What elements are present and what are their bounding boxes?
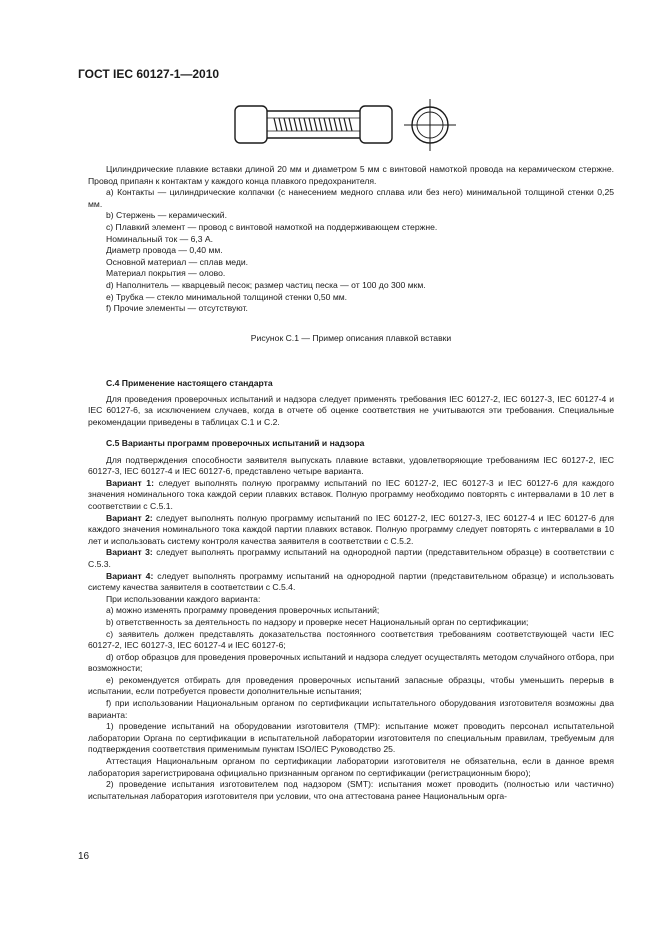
section-title: С.4 Применение настоящего стандарта — [106, 378, 273, 388]
paragraph: При использовании каждого варианта: — [106, 593, 261, 604]
variant-text: следует выполнять программу испытаний на однородной партии (представительном образце) в соответствии с С.5.3. — [88, 547, 614, 569]
fuse-end-view — [404, 99, 456, 151]
variant-text: следует выполнять программу испытаний на однородной партии (представительном образце) и использовать систему качества заявителя в соответствии с С.5.4. — [88, 570, 614, 593]
paragraph: Для подтверждения способности заявителя выпускать плавкие вставки, удовлетворяющие требованиям IEC 60127-2, IEC 60127-3, IEC 60127-4 и IEC 60127-6, представлено четыре варианта. — [88, 454, 614, 477]
variant-text: следует выполнять полную программу испытаний по IEC 60127-2, IEC 60127-3 и IEC 60127-6 для каждого значения номинального тока каждой серии плавких вставок. Полную программу необходимо повторять с интервалами в 10 лет в соответствии с С.5.1. — [88, 477, 615, 511]
sub-item: 2) проведение испытания изготовителем под надзором (SMT): испытания может проводить (полностью или частично) испытательная лаборатория изготовителя при условии, что она аттестована ранее Национальным орга- — [88, 779, 614, 801]
figure-caption: Рисунок С.1 — Пример описания плавкой вставки — [250, 333, 452, 343]
variant-paragraph — [88, 547, 614, 570]
section-c5 — [88, 438, 614, 802]
section-title: С.5 Варианты программ проверочных испытаний и надзора — [106, 438, 365, 448]
description-line: Цилиндрические плавкие вставки длиной 20 мм и диаметром 5 мм с винтовой намоткой провода на керамическом стержне. Провод припаян к контактам у каждого конца плавкого предохранителя. — [88, 164, 614, 186]
variant-label: Вариант 2: — [106, 512, 153, 523]
variant-label: Вариант 4: — [106, 570, 154, 581]
description-line: Диаметр провода — 0,40 мм. — [106, 245, 223, 256]
description-line: a) Контакты — цилиндрические колпачки (с нанесением медного сплава или без него) минимальной толщиной стенки 0,25 мм. — [88, 187, 614, 209]
list-item: f) при использовании Национальным органом по сертификации испытательного оборудования изготовителя возможны два варианта: — [88, 698, 614, 720]
description-line: c) Плавкий элемент — провод с винтовой намоткой на поддерживающем стержне. — [106, 221, 438, 232]
description-line: Номинальный ток — 6,3 А. — [106, 233, 214, 244]
figure-description — [88, 164, 614, 315]
paragraph: Аттестация Национальным органом по сертификации лаборатории изготовителя не обязательна, если в данное время лаборатория зарегистрирована официально признанным органом по сертификации (регистрационным бюро); — [88, 756, 614, 778]
variant-paragraph — [88, 571, 614, 594]
description-line: d) Наполнитель — кварцевый песок; размер частиц песка — от 100 до 300 мкм. — [106, 279, 426, 290]
variant-label: Вариант 3: — [106, 547, 153, 558]
list-item: c) заявитель должен представлять доказательства постоянного соответствия требованиям соответствующей части IEC 60127-2, IEC 60127-3, IEC 60127-4 и IEC 60127-6; — [88, 628, 614, 651]
fuse-side-view — [235, 106, 392, 143]
document-header: ГОСТ IEC 60127-1—2010 — [78, 67, 220, 81]
variant-paragraph — [88, 513, 614, 548]
sub-item: 1) проведение испытаний на оборудовании изготовителя (TMP): испытание может проводить персонал испытательной лаборатории Органа по сертификации в испытательной лаборатории изготовителя по специальным правилам, требуемым для подтверждения соответствия применимым пунктам ISO/IEC Руководство 25. — [88, 721, 614, 755]
list-item: b) ответственность за деятельность по надзору и проверке несет Национальный орган по сертификации; — [106, 616, 529, 627]
list-item: d) отбор образцов для проведения проверочных испытаний и надзора следует осуществлять методом случайного отбора, при возможности; — [88, 651, 614, 674]
list-item: e) рекомендуется отбирать для проведения проверочных испытаний запасные образцы, чтобы уменьшить перерыв в испытании, если потребуется провести дополнительные испытания; — [88, 674, 614, 697]
fuse-drawing — [232, 94, 462, 160]
page-number: 16 — [78, 851, 90, 862]
description-line: b) Стержень — керамический. — [106, 210, 227, 221]
description-line: Основной материал — сплав меди. — [106, 256, 249, 267]
section-c4 — [88, 378, 614, 428]
variant-label: Вариант 1: — [106, 477, 154, 488]
variant-paragraph — [88, 478, 614, 513]
description-line: Материал покрытия — олово. — [106, 268, 226, 279]
list-item: a) можно изменять программу проведения проверочных испытаний; — [106, 605, 380, 616]
description-line: f) Прочие элементы — отсутствуют. — [106, 303, 248, 314]
variant-text: следует выполнять полную программу испытаний по IEC 60127-2, IEC 60127-3, IEC 60127-4 и IEC 60127-6 для каждого значения номинального тока каждой партии плавких вставок. Полную программу следует повторять с интервалами в 10 лет и использовать систему контроля качества заявителя в соответствии с С.5.2. — [88, 512, 615, 546]
paragraph: Для проведения проверочных испытаний и надзора следует применять требования IEC 60127-2, IEC 60127-3, IEC 60127-4 и IEC 60127-6, за исключением случаев, когда в отчете об оценке соответствия не учитываются эти требования. Специальные рекомендации приведены в таблицах С.1 и С.2. — [88, 393, 614, 427]
description-line: e) Трубка — стекло минимальной толщиной стенки 0,50 мм. — [106, 291, 348, 302]
